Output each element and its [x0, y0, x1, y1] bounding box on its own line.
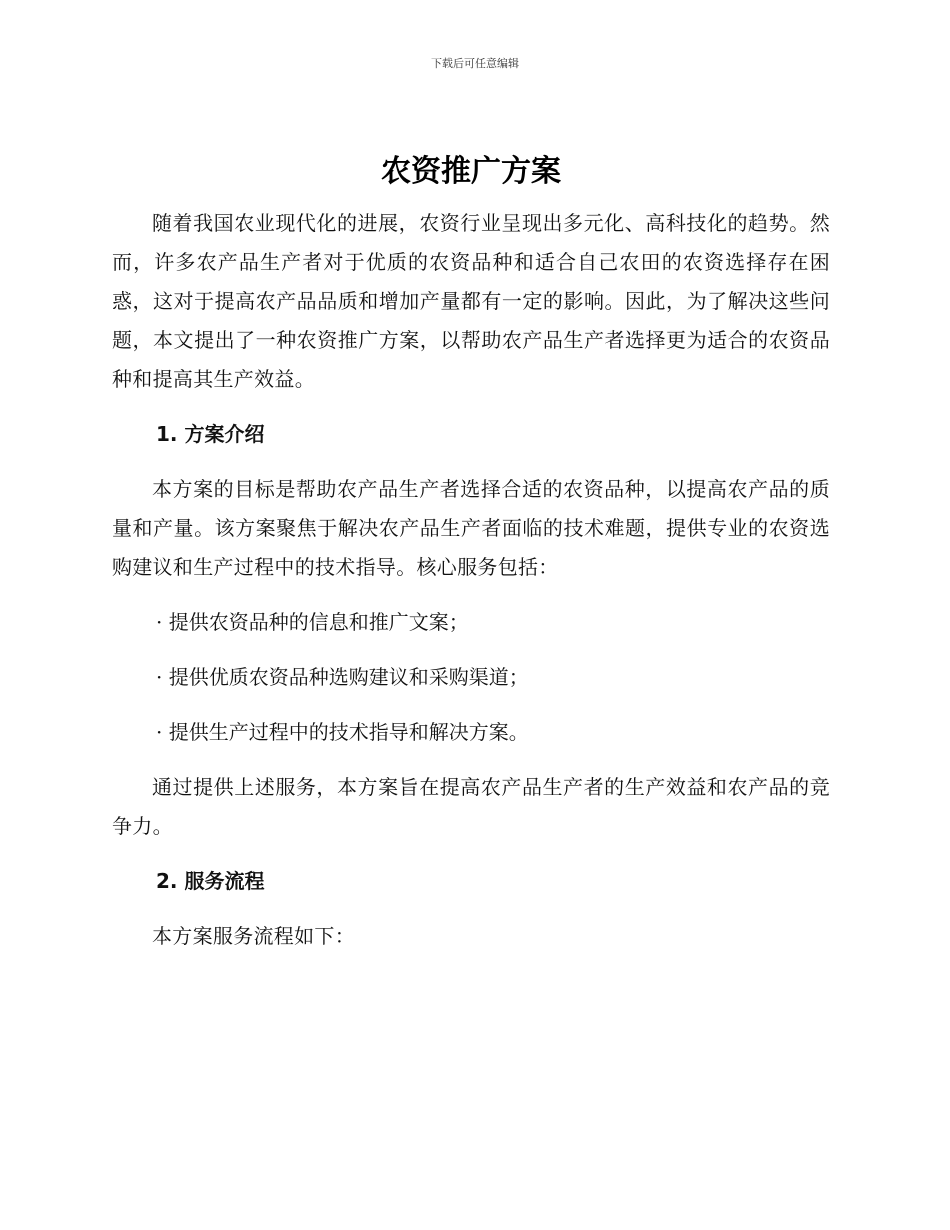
- section-2-paragraph: 本方案服务流程如下：: [152, 924, 355, 948]
- page-header-note: 下载后可任意编辑: [431, 57, 519, 70]
- section-1-paragraph: 本方案的目标是帮助农产品生产者选择合适的农资品种，以提高农产品的质量和产量。该方案聚焦于解决农产品生产者面临的技术难题，提供专业的农资选购建议和生产过程中的技术指导。核心服务包括：: [112, 477, 830, 579]
- intro-paragraph: 随着我国农业现代化的进展，农资行业呈现出多元化、高科技化的趋势。然而，许多农产品生产者对于优质的农资品种和适合自己农田的农资选择存在困惑，这对于提高农产品品质和增加产量都有一定的影响。因此，为了解决这些问题，本文提出了一种农资推广方案，以帮助农产品生产者选择更为适合的农资品种和提高其生产效益。: [112, 211, 830, 391]
- document-body: [112, 150, 830, 956]
- bullet-item-1: · 提供农资品种的信息和推广文案；: [156, 610, 469, 634]
- bullet-item-2: · 提供优质农资品种选购建议和采购渠道；: [156, 665, 529, 689]
- section-heading-1: 1. 方案介绍: [156, 422, 265, 446]
- section-heading-2: 2. 服务流程: [156, 869, 265, 893]
- document-title: 农资推广方案: [381, 154, 561, 189]
- section-1-closing: 通过提供上述服务，本方案旨在提高农产品生产者的生产效益和农产品的竞争力。: [112, 775, 830, 838]
- bullet-item-3: · 提供生产过程中的技术指导和解决方案。: [156, 720, 529, 744]
